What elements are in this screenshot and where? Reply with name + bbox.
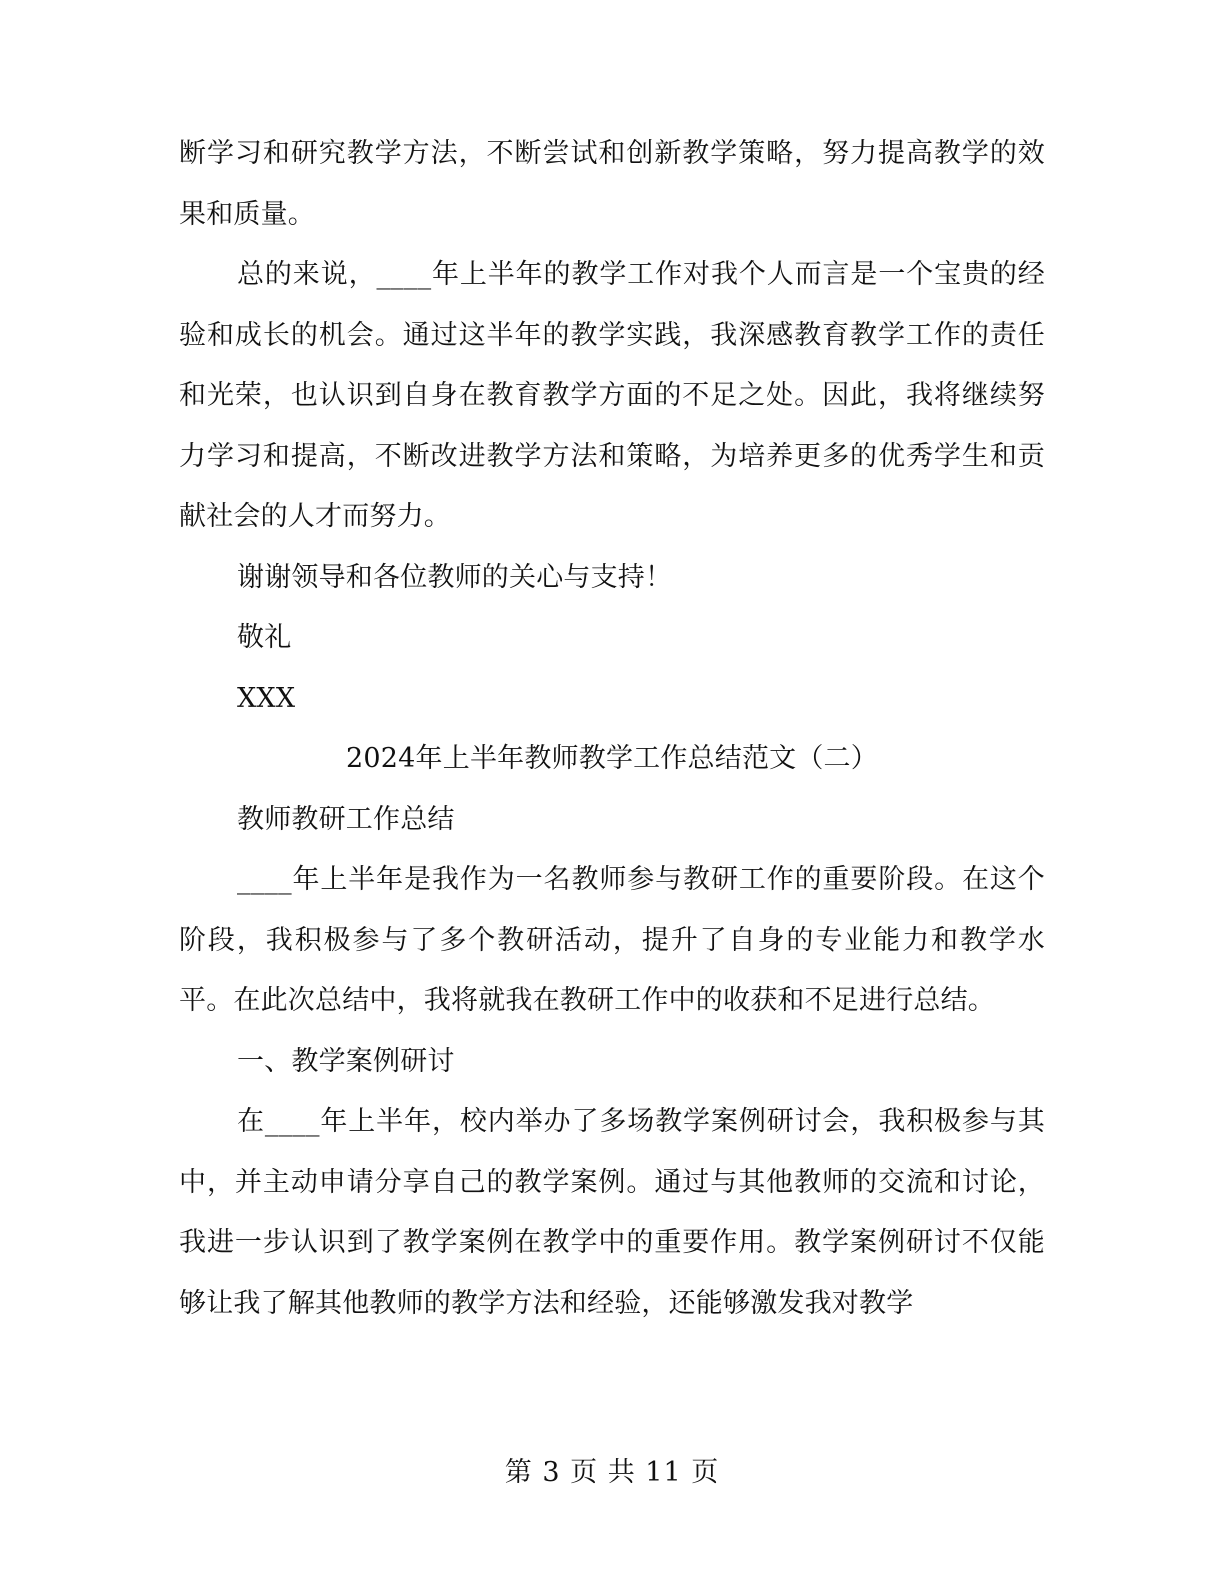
document-body — [179, 124, 1045, 1334]
section-title: 2024年上半年教师教学工作总结范文（二） — [346, 743, 878, 774]
paragraph-salutation: 敬礼 — [237, 622, 292, 653]
heading-teaching-case: 一、教学案例研讨 — [237, 1045, 455, 1077]
paragraph-continuation: 断学习和研究教学方法，不断尝试和创新教学策略，努力提高教学的效果和质量。 — [179, 138, 1045, 230]
paragraph-intro: ____年上半年是我作为一名教师参与教研工作的重要阶段。在这个阶段，我积极参与了多个教研活动，提升了自身的专业能力和教学水平。在此次总结中，我将就我在教研工作中的收获和不足进行总结。 — [179, 864, 1045, 1016]
paragraph-thanks: 谢谢领导和各位教师的关心与支持！ — [237, 561, 673, 593]
page-number-footer: 第 3 页 共 11 页 — [504, 1457, 720, 1488]
paragraph-signature: XXX — [237, 682, 296, 714]
section-subtitle: 教师教研工作总结 — [237, 803, 455, 835]
paragraph-summary: 总的来说，____年上半年的教学工作对我个人而言是一个宝贵的经验和成长的机会。通过这半年的教学实践，我深感教育教学工作的责任和光荣，也认识到自身在教育教学方面的不足之处。因此，我将继续努力学习和提高，不断改进教学方法和策略，为培养更多的优秀学生和贡献社会的人才而努力。 — [179, 259, 1045, 532]
paragraph-teaching-case: 在____年上半年，校内举办了多场教学案例研讨会，我积极参与其中，并主动申请分享自己的教学案例。通过与其他教师的交流和讨论，我进一步认识到了教学案例在教学中的重要作用。教学案例研讨不仅能够让我了解其他教师的教学方法和经验，还能够激发我对教学 — [179, 1106, 1045, 1319]
